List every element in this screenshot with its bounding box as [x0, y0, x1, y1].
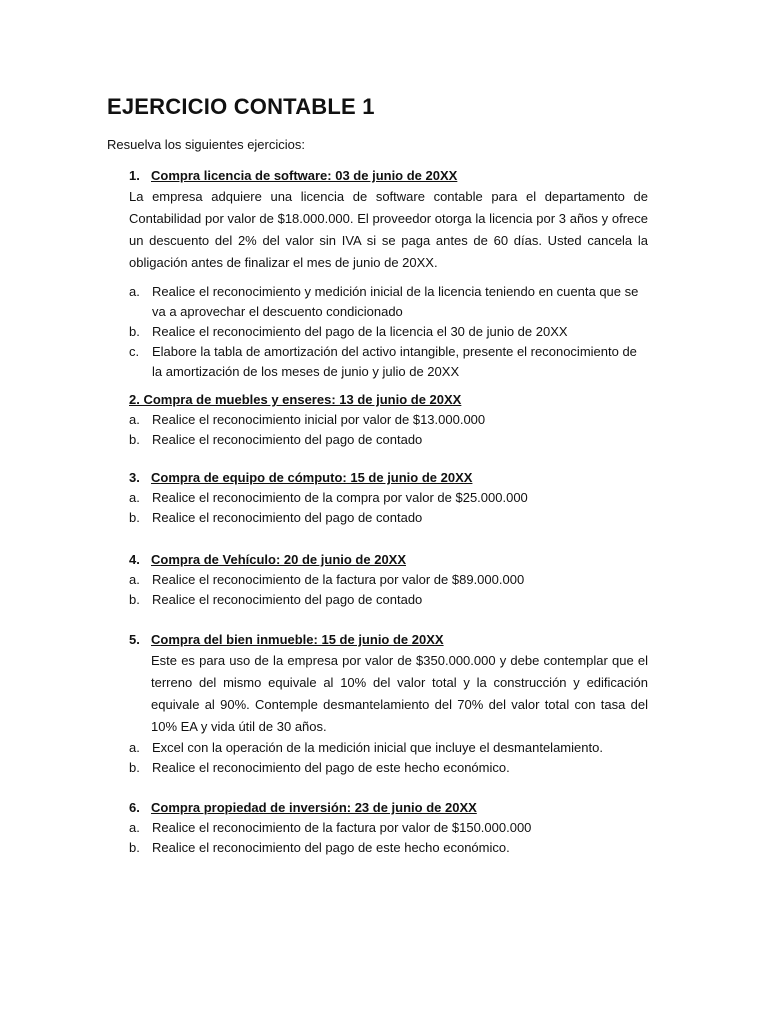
exercise-1-item-b — [129, 322, 648, 342]
item-letter: b. — [129, 840, 140, 855]
exercise-1-heading — [129, 166, 648, 186]
exercise-3-item-a — [129, 488, 648, 508]
exercise-1-item-c — [129, 342, 648, 382]
item-text: Realice el reconocimiento de la compra por valor de $25.000.000 — [152, 490, 528, 505]
exercise-4-item-a — [129, 570, 648, 590]
item-text: Realice el reconocimiento del pago de contado — [152, 592, 423, 607]
exercise-5-title: Compra del bien inmueble: 15 de junio de 20XX — [151, 632, 444, 647]
exercise-6-heading — [129, 798, 648, 818]
item-text: Realice el reconocimiento de la factura por valor de $89.000.000 — [152, 572, 525, 587]
intro-text: Resuelva los siguientes ejercicios: — [107, 137, 305, 152]
exercise-4-heading — [129, 550, 648, 570]
exercise-2-item-b — [129, 430, 648, 450]
exercise-1-number: 1. — [129, 168, 140, 183]
item-text: Realice el reconocimiento del pago de contado — [152, 432, 423, 447]
exercise-3 — [129, 468, 648, 528]
item-letter: a. — [129, 820, 140, 835]
item-letter: a. — [129, 412, 140, 427]
item-letter: a. — [129, 740, 140, 755]
exercise-2-title: 2. Compra de muebles y enseres: 13 de junio de 20XX — [129, 392, 462, 407]
exercise-6-number: 6. — [129, 800, 140, 815]
document-title: EJERCICIO CONTABLE 1 — [107, 94, 375, 119]
exercise-4-number: 4. — [129, 552, 140, 567]
exercise-3-heading — [129, 468, 648, 488]
exercise-1-description: La empresa adquiere una licencia de software contable para el departamento de Contabilidad por valor de $18.000.000. El proveedor otorga la licencia por 3 años y ofrece un descuento del 2% del valor sin IVA si se paga antes de 60 días. Usted cancela la obligación antes de finalizar el mes de junio de 20XX. — [129, 189, 648, 270]
exercise-1-item-a — [129, 282, 648, 322]
item-letter: b. — [129, 592, 140, 607]
item-letter: a. — [129, 284, 140, 299]
item-letter: b. — [129, 510, 140, 525]
item-letter: b. — [129, 324, 140, 339]
item-text: Realice el reconocimiento del pago de este hecho económico. — [152, 760, 510, 775]
exercise-4-title: Compra de Vehículo: 20 de junio de 20XX — [151, 552, 407, 567]
item-letter: c. — [129, 344, 140, 359]
item-text: Elabore la tabla de amortización del activo intangible, presente el reconocimiento de la amortización de los meses de junio y julio de 20XX — [152, 344, 637, 379]
exercise-2-heading — [129, 390, 648, 410]
exercise-2-item-a — [129, 410, 648, 430]
exercise-3-item-b — [129, 508, 648, 528]
exercise-6-item-b — [129, 838, 648, 858]
item-text: Realice el reconocimiento inicial por valor de $13.000.000 — [152, 412, 486, 427]
exercise-1-title: Compra licencia de software: 03 de junio de 20XX — [151, 168, 458, 183]
exercise-5 — [129, 630, 648, 778]
item-text: Realice el reconocimiento del pago de la licencia el 30 de junio de 20XX — [152, 324, 568, 339]
exercise-6-item-a — [129, 818, 648, 838]
item-text: Realice el reconocimiento del pago de este hecho económico. — [152, 840, 510, 855]
item-letter: a. — [129, 572, 140, 587]
item-text: Excel con la operación de la medición inicial que incluye el desmantelamiento. — [152, 740, 603, 755]
exercise-6-title: Compra propiedad de inversión: 23 de junio de 20XX — [151, 800, 477, 815]
exercise-5-number: 5. — [129, 632, 140, 647]
exercise-5-description: Este es para uso de la empresa por valor de $350.000.000 y debe contemplar que el terreno del mismo equivale al 10% del valor total y la construcción y edificación equivale al 90%. Contemple desmantelamiento del 70% del valor total con tasa del 10% EA y vida útil de 30 años. — [151, 653, 648, 734]
item-text: Realice el reconocimiento y medición inicial de la licencia teniendo en cuenta que se va a aprovechar el descuento condicionado — [152, 284, 639, 319]
exercise-4-item-b — [129, 590, 648, 610]
item-letter: a. — [129, 490, 140, 505]
exercise-2 — [129, 390, 648, 450]
exercise-5-heading — [129, 630, 648, 650]
item-letter: b. — [129, 432, 140, 447]
exercise-5-item-a — [129, 738, 648, 758]
exercise-6 — [129, 798, 648, 858]
exercise-1 — [129, 166, 648, 382]
exercise-5-item-b — [129, 758, 648, 778]
exercise-4 — [129, 550, 648, 610]
item-text: Realice el reconocimiento de la factura por valor de $150.000.000 — [152, 820, 532, 835]
item-text: Realice el reconocimiento del pago de contado — [152, 510, 423, 525]
exercise-3-number: 3. — [129, 470, 140, 485]
item-letter: b. — [129, 760, 140, 775]
exercise-3-title: Compra de equipo de cómputo: 15 de junio de 20XX — [151, 470, 473, 485]
